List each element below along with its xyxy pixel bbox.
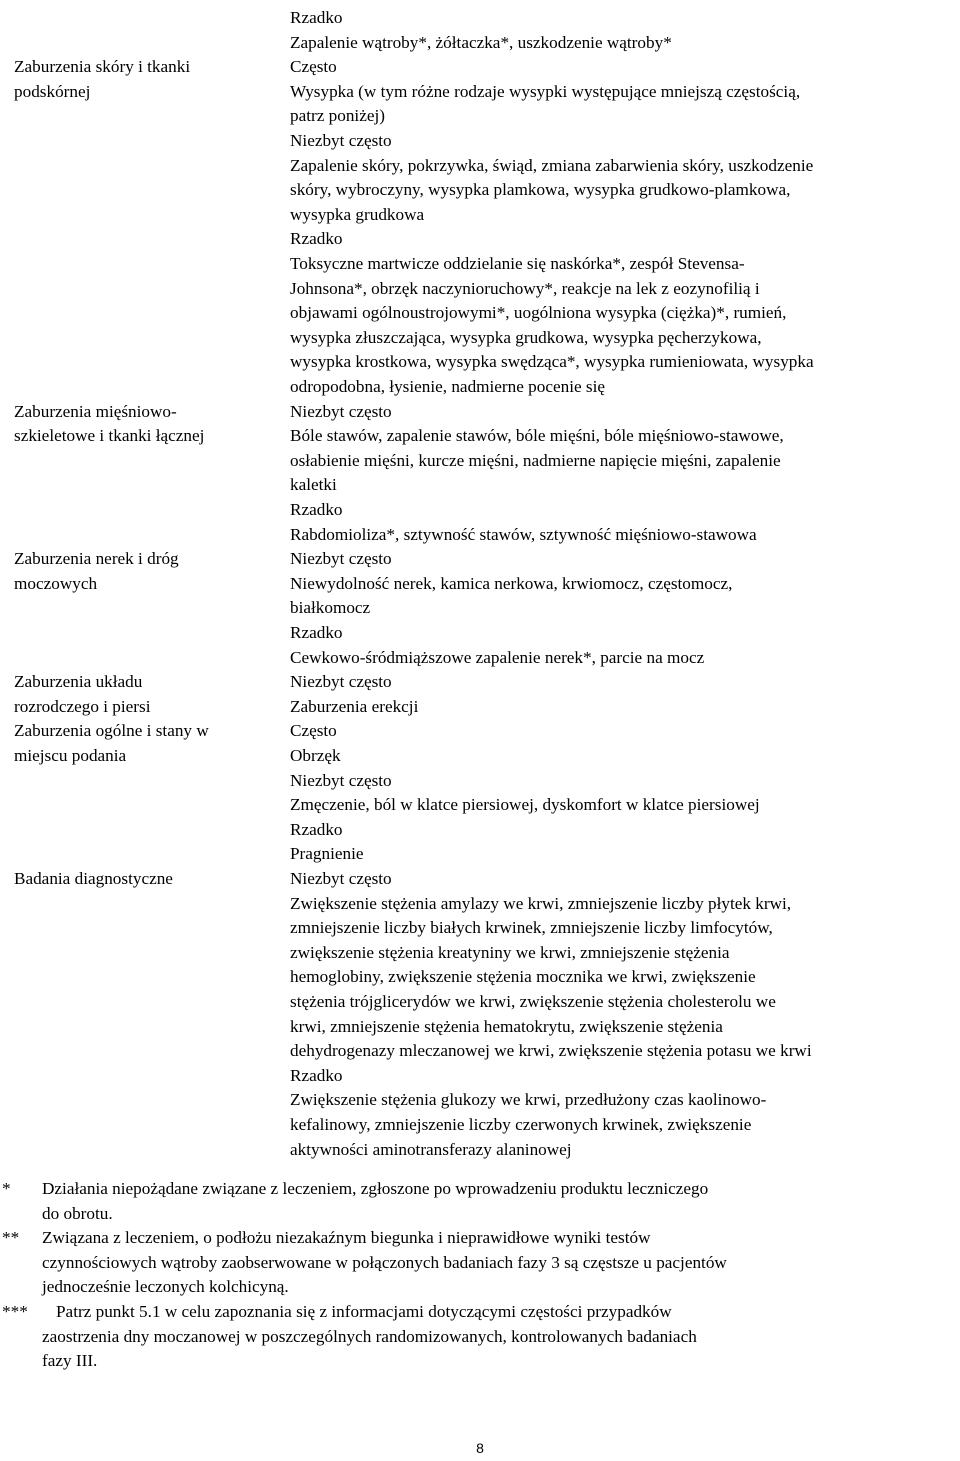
reaction-text: Zapalenie wątroby*, żółtaczka*, uszkodzenie wątroby* — [290, 32, 672, 52]
footnote-text: Patrz punkt 5.1 w celu zapoznania się z informacjami dotyczącymi częstości przypadków — [56, 1302, 672, 1321]
reaction-cell — [290, 55, 958, 399]
reaction-text: zwiększenie stężenia kreatyniny we krwi, zmniejszenie stężenia — [290, 942, 730, 962]
category-line: moczowych — [14, 573, 98, 593]
reaction-text: wysypka złuszczająca, wysypka grudkowa, wysypka pęcherzykowa, — [290, 327, 762, 347]
reaction-cell — [290, 867, 958, 1162]
reaction-text: Obrzęk — [290, 745, 341, 765]
frequency-label: Często — [290, 57, 337, 77]
reaction-text: dehydrogenazy mleczanowej we krwi, zwiększenie stężenia potasu we krwi — [290, 1041, 812, 1061]
frequency-label: Rzadko — [290, 229, 343, 249]
reaction-cell — [290, 670, 958, 719]
footnote-text: fazy III. — [42, 1351, 98, 1371]
reaction-text: Pragnienie — [290, 844, 364, 864]
footnote-text: Związana z leczeniem, o podłożu niezakaźnym biegunka i nieprawidłowe wyniki testów — [42, 1228, 651, 1248]
frequency-label: Niezbyt często — [290, 130, 392, 150]
frequency-label: Często — [290, 721, 337, 741]
category-line: Zaburzenia ogólne i stany w — [14, 721, 209, 741]
category-line: szkieletowe i tkanki łącznej — [14, 426, 205, 446]
reaction-text: aktywności aminotransferazy alaninowej — [290, 1139, 572, 1159]
reaction-text: Zwiększenie stężenia glukozy we krwi, przedłużony czas kaolinowo- — [290, 1090, 767, 1110]
reaction-text: krwi, zmniejszenie stężenia hematokrytu, zwiększenie stężenia — [290, 1016, 723, 1036]
reaction-text: Niewydolność nerek, kamica nerkowa, krwiomocz, częstomocz, — [290, 573, 733, 593]
category-line: rozrodczego i piersi — [14, 696, 151, 716]
reaction-text: Zwiększenie stężenia amylazy we krwi, zmniejszenie liczby płytek krwi, — [290, 893, 792, 913]
reaction-cell — [290, 719, 958, 867]
reaction-text: Rabdomioliza*, sztywność stawów, sztywność mięśniowo-stawowa — [290, 524, 757, 544]
reaction-text: Zaburzenia erekcji — [290, 696, 419, 716]
category-label — [14, 867, 276, 892]
reaction-text: Bóle stawów, zapalenie stawów, bóle mięśni, bóle mięśniowo-stawowe, — [290, 426, 784, 446]
reaction-text: Johnsona*, obrzęk naczynioruchowy*, reakcje na lek z eozynofilią i — [290, 278, 760, 298]
footnote-mark: * — [2, 1179, 11, 1198]
category-line: Badania diagnostyczne — [14, 869, 173, 888]
frequency-label: Niezbyt często — [290, 549, 392, 569]
category-label — [14, 55, 276, 104]
reaction-cell — [290, 6, 958, 55]
category-line: Zaburzenia skóry i tkanki — [14, 57, 191, 77]
reaction-text: wysypka grudkowa — [290, 204, 425, 224]
reaction-text: patrz poniżej) — [290, 106, 385, 126]
category-label — [14, 719, 276, 768]
reaction-text: stężenia trójglicerydów we krwi, zwiększenie stężenia cholesterolu we — [290, 991, 776, 1011]
category-label — [14, 547, 276, 596]
reaction-text: kaletki — [290, 475, 337, 495]
reaction-text: białkomocz — [290, 598, 371, 618]
reaction-text: osłabienie mięśni, kurcze mięśni, nadmierne napięcie mięśni, zapalenie — [290, 450, 781, 470]
reaction-text: odropodobna, łysienie, nadmierne pocenie się — [290, 376, 606, 396]
frequency-label: Rzadko — [290, 499, 343, 519]
reaction-text: Zmęczenie, ból w klatce piersiowej, dyskomfort w klatce piersiowej — [290, 795, 760, 815]
reaction-text: skóry, wybroczyny, wysypka plamkowa, wysypka grudkowo-plamkowa, — [290, 180, 791, 200]
page-number: 8 — [476, 1440, 484, 1456]
footnote-text: zaostrzenia dny moczanowej w poszczególnych randomizowanych, kontrolowanych badaniach — [42, 1326, 697, 1346]
reaction-text: Wysypka (w tym różne rodzaje wysypki występujące mniejszą częstością, — [290, 81, 801, 101]
reaction-text: Cewkowo-śródmiąższowe zapalenie nerek*, parcie na mocz — [290, 647, 705, 667]
reaction-text: zmniejszenie liczby białych krwinek, zmniejszenie liczby limfocytów, — [290, 918, 773, 938]
reaction-text: Toksyczne martwicze oddzielanie się naskórka*, zespół Stevensa- — [290, 253, 745, 273]
reaction-cell — [290, 400, 958, 548]
frequency-label: Rzadko — [290, 819, 343, 839]
frequency-label: Niezbyt często — [290, 401, 392, 421]
reaction-text: wysypka krostkowa, wysypka swędząca*, wysypka rumieniowata, wysypka — [290, 352, 814, 372]
frequency-label: Rzadko — [290, 1065, 343, 1085]
category-line: podskórnej — [14, 81, 91, 101]
category-line: Zaburzenia układu — [14, 672, 143, 692]
category-label — [14, 670, 276, 719]
footnote-text: jednocześnie leczonych kolchicyną. — [42, 1277, 289, 1297]
reaction-text: kefalinowy, zmniejszenie liczby czerwonych krwinek, zwiększenie — [290, 1114, 752, 1134]
footnote-mark: *** — [2, 1302, 28, 1321]
reaction-text: Zapalenie skóry, pokrzywka, świąd, zmiana zabarwienia skóry, uszkodzenie — [290, 155, 814, 175]
footnote-text: do obrotu. — [42, 1203, 113, 1223]
frequency-label: Niezbyt często — [290, 869, 392, 888]
frequency-label: Niezbyt często — [290, 672, 392, 692]
frequency-label: Niezbyt często — [290, 770, 392, 790]
category-label — [14, 400, 276, 449]
footnote-mark: ** — [2, 1228, 20, 1248]
reaction-text: hemoglobiny, zwiększenie stężenia mocznika we krwi, zwiększenie — [290, 967, 756, 987]
footnote-text: czynnościowych wątroby zaobserwowane w połączonych badaniach fazy 3 są częstsze u pacjentów — [42, 1252, 727, 1272]
reaction-text: objawami ogólnoustrojowymi*, uogólniona wysypka (ciężka)*, rumień, — [290, 303, 787, 323]
footnote-text: Działania niepożądane związane z leczeniem, zgłoszone po wprowadzeniu produktu leczniczego — [42, 1179, 709, 1198]
frequency-label: Rzadko — [290, 622, 343, 642]
reaction-cell — [290, 547, 958, 670]
category-line: Zaburzenia nerek i dróg — [14, 549, 179, 569]
category-line: Zaburzenia mięśniowo- — [14, 401, 177, 421]
category-line: miejscu podania — [14, 745, 127, 765]
frequency-label: Rzadko — [290, 8, 343, 27]
